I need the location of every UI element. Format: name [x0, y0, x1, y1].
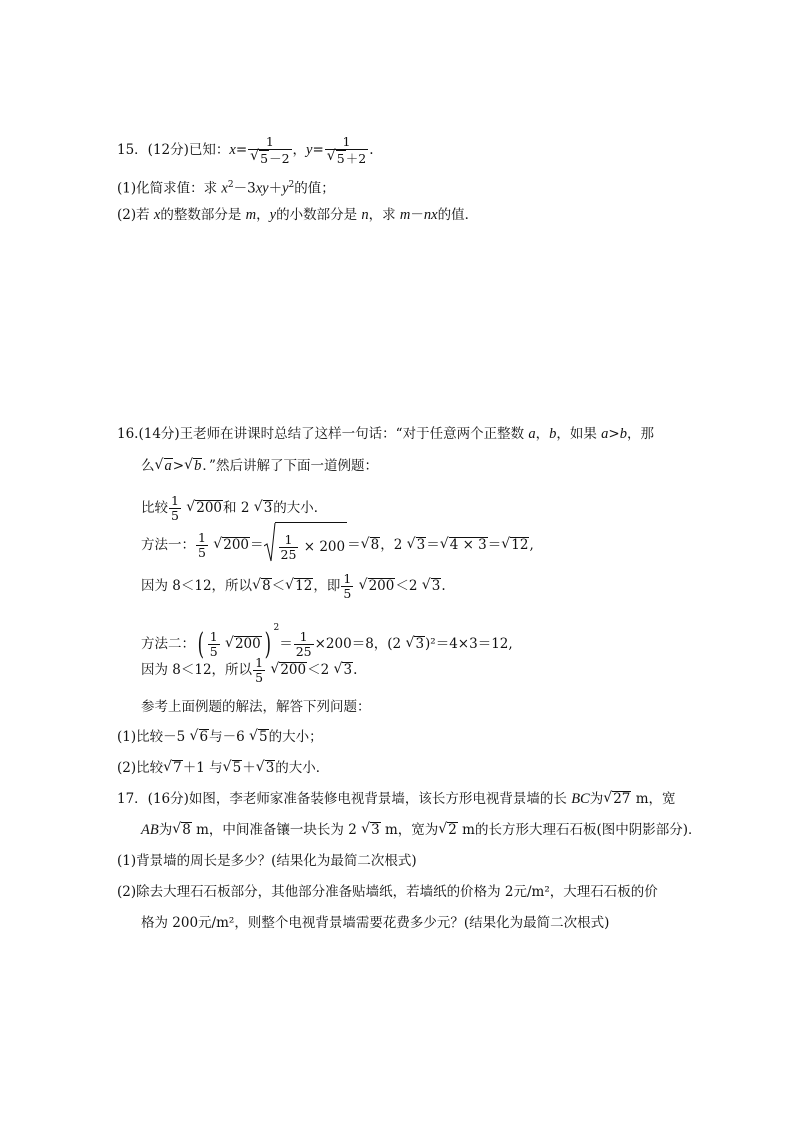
- q16-part1: (1)比较－5 √ 6与－6 √ 5的大小；: [117, 727, 323, 747]
- q16-method2: 方法二：( $\frac{1}{5}$ √ 200 ) $^2$＝ $\frac{1}{25}$ ×200＝8，(2 √ 3)²＝4×3＝12,: [141, 606, 513, 666]
- q17-part2-line2: 格为 200元/m²，则整个电视背景墙需要花费多少元？(结果化为最简二次根式): [141, 915, 610, 931]
- q17-line1: 17．(16分)如图，李老师家准备装修电视背景墙，该长方形电视背景墙的长 BC为√ 27 m，宽: [117, 789, 676, 809]
- q17-part2-line1: (2)除去大理石石板部分，其他部分准备贴墙纸，若墙纸的价格为 2元/m²，大理石石板的价: [117, 884, 658, 900]
- q16-because2: 因为 8＜12，所以 $\frac{1}{5}$ √ 200＜2 √ 3.: [141, 650, 357, 690]
- var-y: y: [306, 142, 313, 158]
- q16-method1: 方法一： $\frac{1}{5}$ √ 200＝ $\frac{1}{25}$ × 200 ＝√ 8，2 √ 3＝√ 4 × 3＝√ 12,: [141, 522, 534, 569]
- var-x: x: [229, 142, 236, 158]
- q15-part1: (1)化简求值：求 $x^2-3xy+y^2$的值；: [117, 180, 335, 197]
- q16-reference: 参考上面例题的解法，解答下列问题：: [141, 699, 371, 715]
- q16-line1: 16.(14分)王老师在讲课时总结了这样一句话：“对于任意两个正整数 a，b，如果 a>b，那: [117, 426, 654, 442]
- y-fraction: 1 √ 5＋2: [325, 135, 368, 166]
- q15-part2: (2)若 x的整数部分是 m，y的小数部分是 n，求 m－nx的值．: [117, 207, 479, 223]
- q16-because1: 因为 8＜12，所以√ 8＜√ 12，即 $\frac{1}{5}$ √ 200＜2 √ 3.: [141, 566, 446, 606]
- big-radical: $\frac{1}{25}$ × 200: [264, 522, 348, 569]
- q16-example: 比较 $\frac{1}{5}$ √ 200和 2 √ 3的大小．: [141, 488, 327, 528]
- q16-part2: (2)比较√ 7＋1 与√ 5＋√ 3的大小．: [117, 758, 329, 778]
- q16-line2: 么√ a>√ b．”然后讲解了下面一道例题：: [141, 456, 378, 476]
- q15-heading: 15．(12分)已知：: [117, 142, 230, 158]
- q17-line2: AB为√ 8 m，中间准备镶一块长为 2 √ 3 m，宽为√ 2 m的长方形大理石石板(图中阴影部分)．: [141, 820, 702, 840]
- x-fraction: 1 √ 5－2: [248, 135, 291, 166]
- q15-line1: 15．(12分)已知：x= 1 √ 5－2 ，y= 1 √ 5＋2 .: [117, 130, 374, 170]
- q17-part1: (1)背景墙的周长是多少？(结果化为最简二次根式): [117, 853, 417, 869]
